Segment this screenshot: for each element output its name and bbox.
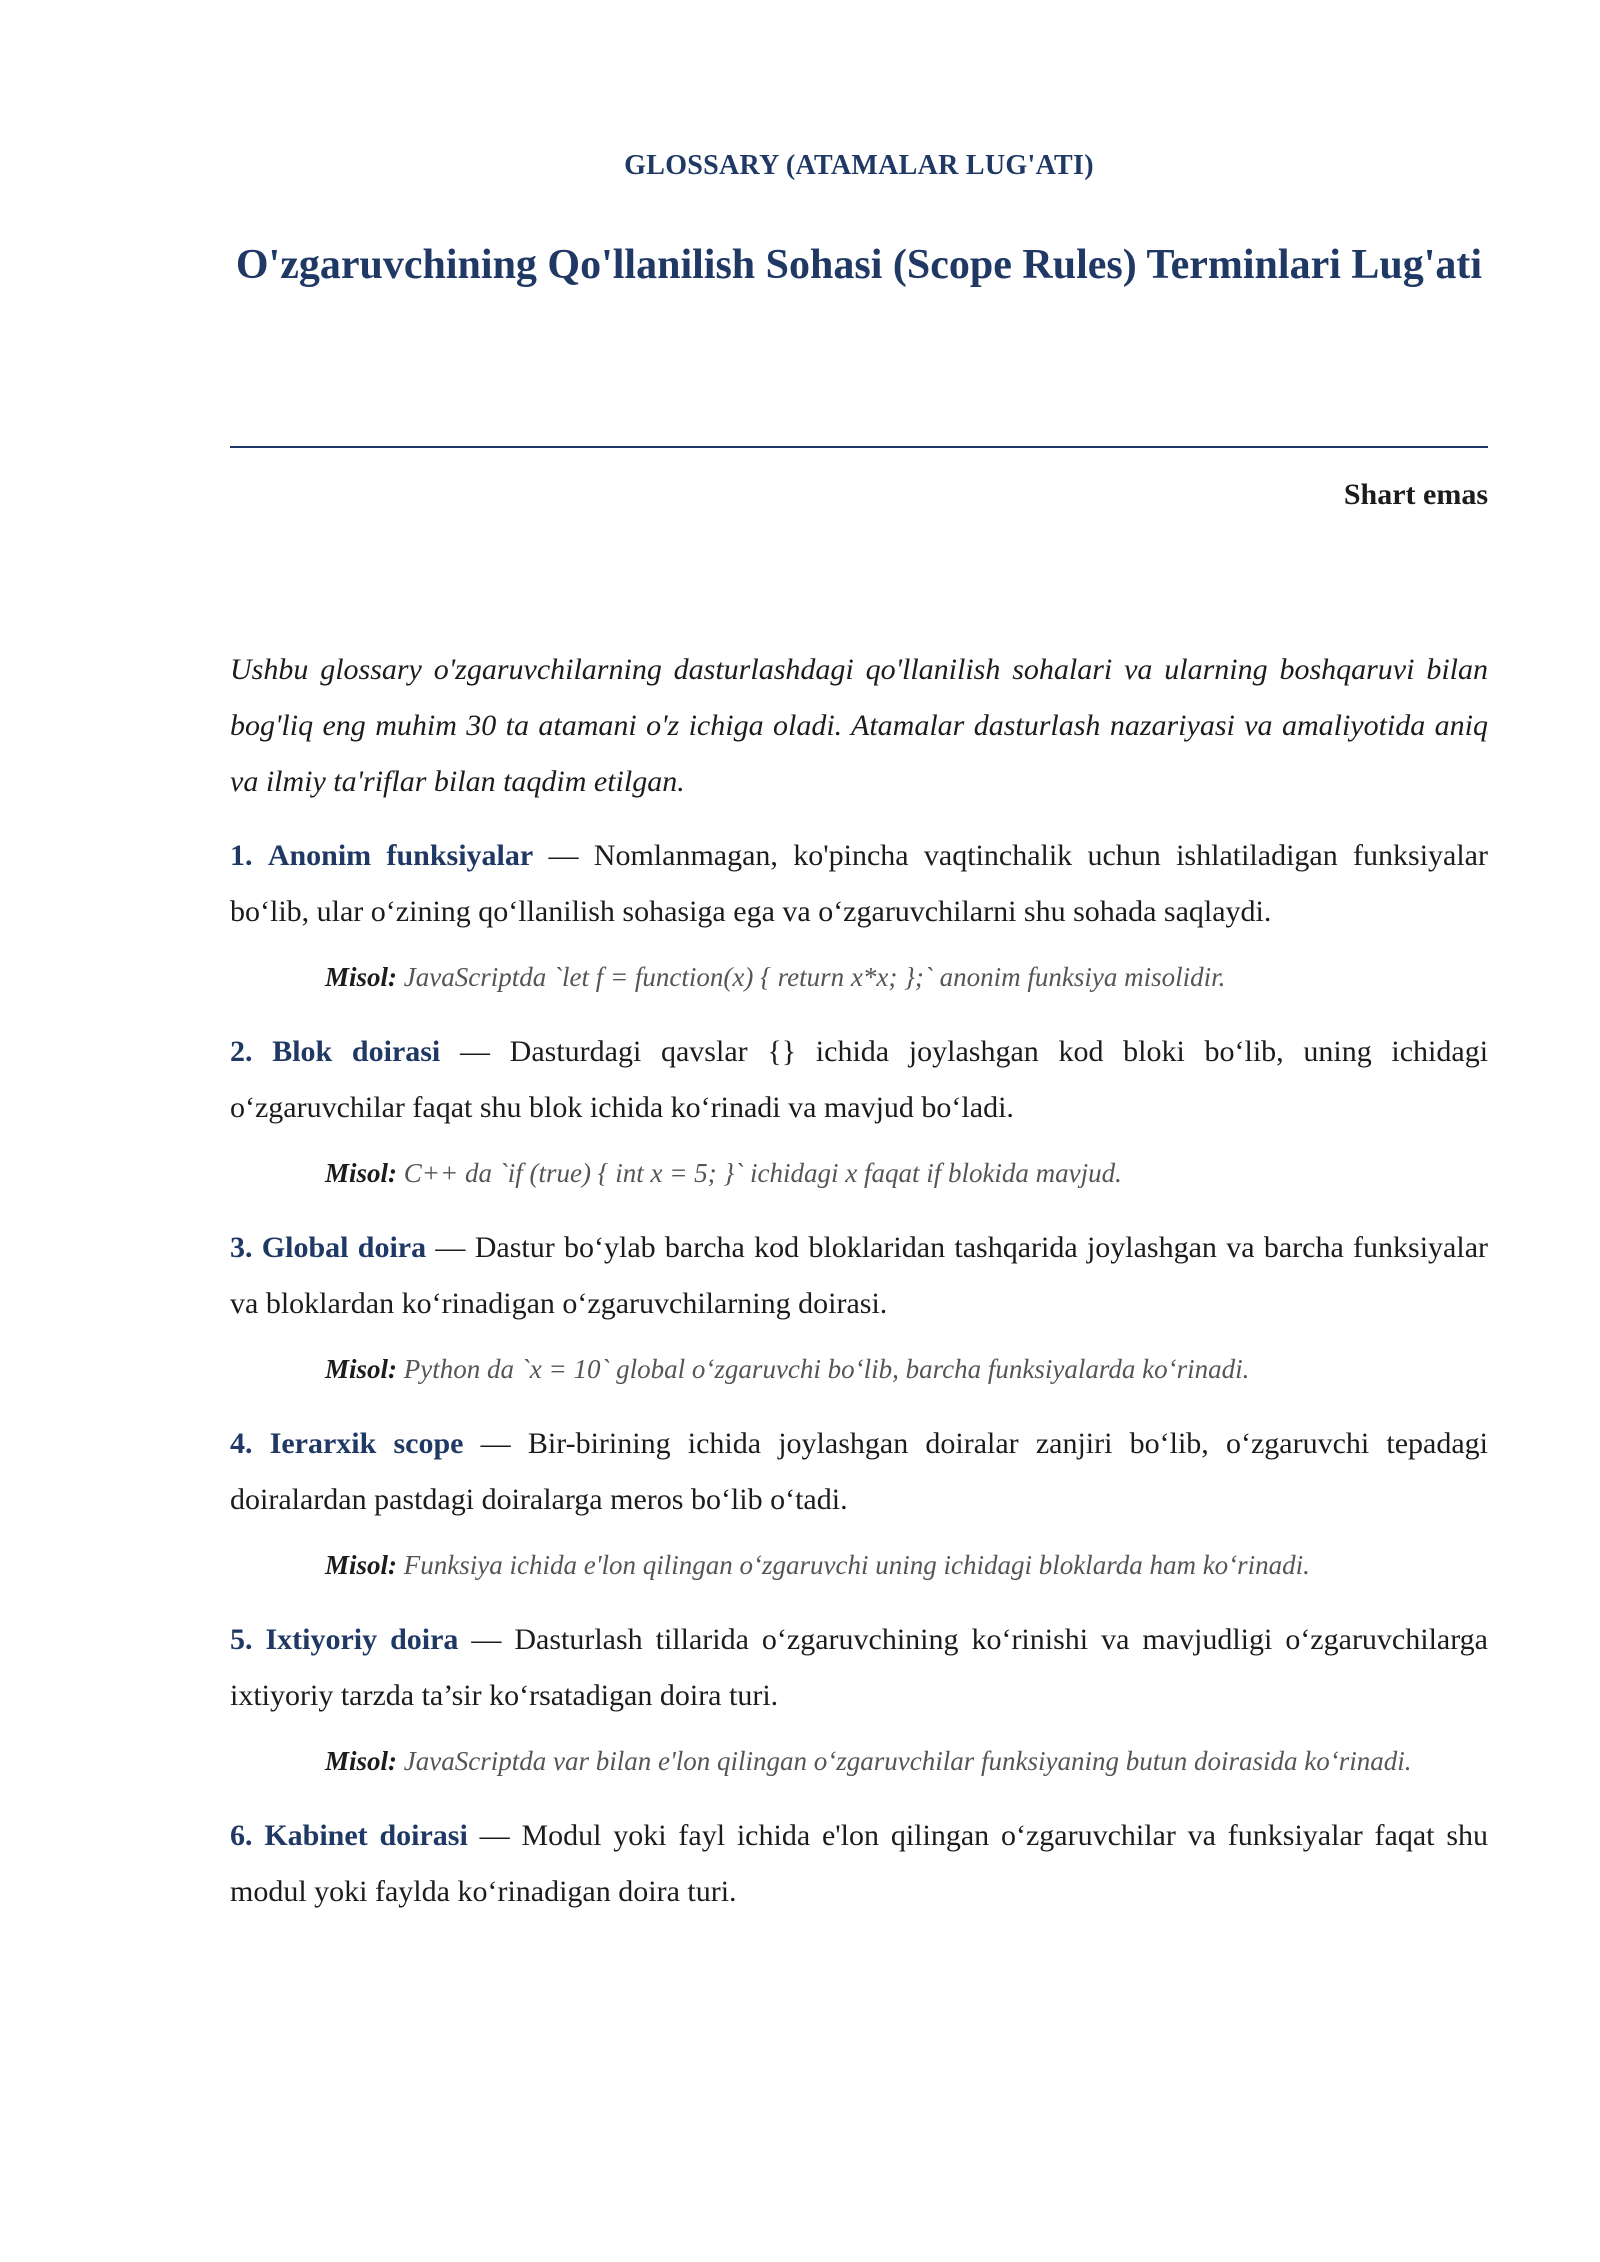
example-text: C++ da `if (true) { int x = 5; }` ichidagi x faqat if blokida mavjud. bbox=[397, 1158, 1122, 1188]
entry-term: Ixtiyoriy doira bbox=[265, 1623, 459, 1656]
glossary-label: GLOSSARY (ATAMALAR LUG'ATI) bbox=[624, 150, 1094, 181]
entry-example bbox=[325, 1344, 1488, 1394]
entry-definition-line bbox=[230, 1612, 1488, 1724]
page-title: O'zgaruvchining Qo'llanilish Sohasi (Scope Rules) Terminlari Lug'ati bbox=[235, 242, 1483, 288]
entry-definition: Modul yoki fayl ichida e'lon qilingan o‘zgaruvchilar va funksiyalar faqat shu modul yoki faylda ko‘rinadigan doira turi. bbox=[230, 1819, 1488, 1908]
entry-separator: — bbox=[458, 1623, 515, 1656]
entry-separator: — bbox=[463, 1427, 528, 1460]
glossary-entry-3 bbox=[230, 1220, 1488, 1394]
entry-example bbox=[325, 1736, 1488, 1786]
entry-separator: — bbox=[426, 1231, 475, 1264]
entry-definition: Dasturdagi qavslar {} ichida joylashgan kod bloki bo‘lib, uning ichidagi o‘zgaruvchilar faqat shu blok ichida ko‘rinadi va mavjud bo‘ladi. bbox=[230, 1035, 1489, 1124]
entry-separator: — bbox=[467, 1819, 522, 1852]
entry-number: 1. bbox=[230, 839, 253, 872]
entry-definition-line bbox=[230, 1808, 1488, 1920]
example-text: Python da `x = 10` global o‘zgaruvchi bo‘lib, barcha funksiyalarda ko‘rinadi. bbox=[397, 1354, 1250, 1384]
entry-term: Ierarxik scope bbox=[269, 1427, 464, 1460]
entry-term: Anonim funksiyalar bbox=[267, 839, 534, 872]
example-text: Funksiya ichida e'lon qilingan o‘zgaruvchi uning ichidagi bloklarda ham ko‘rinadi. bbox=[397, 1550, 1310, 1580]
entry-example bbox=[325, 952, 1488, 1002]
entry-definition: Bir-birining ichida joylashgan doiralar zanjiri bo‘lib, o‘zgaruvchi tepadagi doiralardan pastdagi doiralarga meros bo‘lib o‘tadi. bbox=[230, 1427, 1489, 1516]
glossary-entry-4 bbox=[230, 1416, 1488, 1590]
entry-number: 2. bbox=[230, 1035, 253, 1068]
entry-term: Kabinet doirasi bbox=[264, 1819, 468, 1852]
glossary-entry-6 bbox=[230, 1808, 1488, 1920]
glossary-entry-1 bbox=[230, 828, 1488, 1002]
entry-term: Blok doirasi bbox=[272, 1035, 441, 1068]
entry-number: 6. bbox=[230, 1819, 253, 1852]
entry-definition: Nomlanmagan, ko'pincha vaqtinchalik uchun ishlatiladigan funksiyalar bo‘lib, ular o‘zining qo‘llanilish sohasiga ega va o‘zgaruvchilarni shu sohada saqlaydi. bbox=[230, 839, 1488, 928]
entry-definition-line bbox=[230, 828, 1488, 940]
subtitle: Shart emas bbox=[1343, 478, 1488, 511]
entry-separator: — bbox=[533, 839, 594, 872]
entry-term: Global doira bbox=[261, 1231, 427, 1264]
example-label: Misol: bbox=[325, 1158, 398, 1188]
entry-definition-line bbox=[230, 1416, 1488, 1528]
glossary-entry-5 bbox=[230, 1612, 1488, 1786]
entry-definition: Dastur bo‘ylab barcha kod bloklaridan tashqarida joylashgan va barcha funksiyalar va bloklardan ko‘rinadigan o‘zgaruvchilarning doirasi. bbox=[230, 1231, 1489, 1320]
entry-number: 3. bbox=[230, 1231, 253, 1264]
entry-number: 4. bbox=[230, 1427, 253, 1460]
intro-paragraph: Ushbu glossary o'zgaruvchilarning dasturlashdagi qo'llanilish sohalari va ularning boshqaruvi bilan bog'liq eng muhim 30 ta atamani o'z ichiga oladi. Atamalar dasturlash nazariyasi va amaliyotida aniq va ilmiy ta'riflar bilan taqdim etilgan. bbox=[230, 653, 1488, 798]
entry-separator: — bbox=[440, 1035, 510, 1068]
example-label: Misol: bbox=[325, 962, 398, 992]
entry-definition: Dasturlash tillarida o‘zgaruvchining ko‘rinishi va mavjudligi o‘zgaruvchilarga ixtiyoriy tarzda ta’sir ko‘rsatadigan doira turi. bbox=[230, 1623, 1488, 1712]
entry-example bbox=[325, 1540, 1488, 1590]
entry-example bbox=[325, 1148, 1488, 1198]
example-label: Misol: bbox=[325, 1746, 398, 1776]
example-text: JavaScriptda var bilan e'lon qilingan o‘zgaruvchilar funksiyaning butun doirasida ko‘rinadi. bbox=[397, 1746, 1412, 1776]
example-label: Misol: bbox=[325, 1354, 398, 1384]
title-divider bbox=[230, 446, 1488, 448]
example-label: Misol: bbox=[325, 1550, 398, 1580]
example-text: JavaScriptda `let f = function(x) { return x*x; };` anonim funksiya misolidir. bbox=[397, 962, 1226, 992]
entry-number: 5. bbox=[230, 1623, 253, 1656]
entry-definition-line bbox=[230, 1220, 1488, 1332]
entry-definition-line bbox=[230, 1024, 1488, 1136]
glossary-entries bbox=[230, 828, 1488, 1942]
glossary-entry-2 bbox=[230, 1024, 1488, 1198]
